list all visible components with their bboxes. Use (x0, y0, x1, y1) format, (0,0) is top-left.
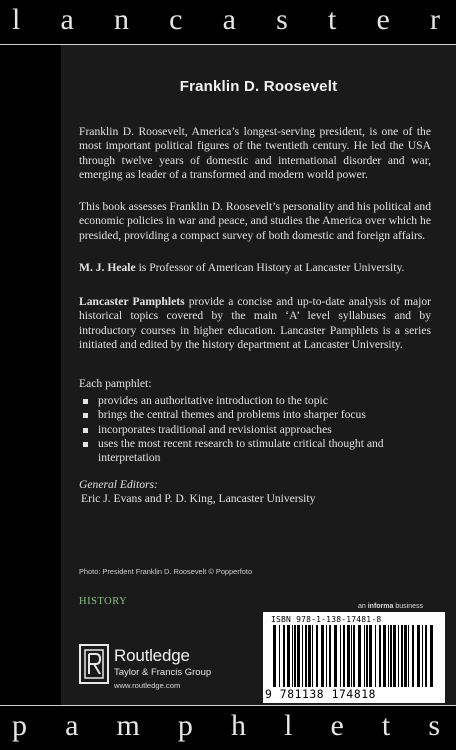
series-description-text: provide a concise and up-to-date analysis of major historical topics covered by the main ‘A’ level syllabuses and by introductory courses in higher education. Lancaster Pamphlets is a series initiated and edited by the history department at Lancaster University. (79, 295, 431, 351)
general-editors-names: Eric J. Evans and P. D. King, Lancaster University (81, 492, 316, 506)
series-description (79, 295, 431, 352)
features-list (79, 394, 431, 465)
series-letter: c (169, 3, 183, 36)
series-letter: t (327, 3, 337, 36)
informa-suffix: business (393, 603, 423, 610)
general-editors-label: General Editors: (79, 478, 158, 491)
series-letter: t (381, 709, 391, 742)
book-title: Franklin D. Roosevelt (179, 78, 338, 95)
author-bio-text: is Professor of American History at Lancaster University. (135, 261, 405, 274)
isbn-barcode (263, 612, 445, 703)
series-letter: m (116, 709, 140, 742)
barcode-bars-icon (269, 625, 439, 687)
series-title-top (0, 0, 456, 45)
series-letter: s (276, 3, 288, 36)
list-item: incorporates traditional and revisionist approaches (79, 423, 431, 437)
routledge-logo-icon (79, 644, 109, 684)
publisher-url[interactable]: www.routledge.com (114, 681, 181, 690)
series-letter: s (428, 709, 440, 742)
informa-brand: informa (367, 603, 394, 610)
informa-prefix: an (358, 603, 368, 610)
series-letter: e (330, 709, 344, 742)
description-paragraph-2: This book assesses Franklin D. Roosevelt’s personality and his political and economic policies in war and peace, and studies the America over which he presided, providing a compact survey of both domestic and foreign affairs. (79, 200, 431, 242)
each-pamphlet-label: Each pamphlet: (79, 377, 152, 390)
series-letter: a (222, 3, 236, 36)
list-item: brings the central themes and problems into sharper focus (79, 408, 431, 422)
series-letter: a (60, 3, 74, 36)
author-bio (79, 261, 431, 275)
series-letter: p (177, 709, 193, 742)
series-title-bottom (0, 705, 456, 750)
description-paragraph-1: Franklin D. Roosevelt, America’s longest-serving president, is one of the most important political figures of the twentieth century. He led the USA through twelve years of domestic and international disorder and war, emerging as leader of a transformed and modern world power. (79, 125, 431, 181)
author-name: M. J. Heale (79, 261, 136, 274)
photo-credit: Photo: President Franklin D. Roosevelt © Popperfoto (79, 567, 253, 576)
list-item: uses the most recent research to stimulate critical thought and interpretation (79, 437, 431, 466)
list-item: provides an authoritative introduction to the topic (79, 394, 431, 408)
publisher-group: Taylor & Francis Group (114, 667, 212, 678)
series-letter: p (12, 709, 27, 742)
informa-tagline (358, 603, 423, 610)
series-letter: r (429, 3, 440, 36)
general-editors (79, 478, 431, 507)
barcode-digits: 9 781138 174818 (265, 688, 377, 701)
publisher-name: Routledge (114, 646, 190, 665)
series-letter: h (230, 709, 246, 742)
publisher-block (79, 638, 249, 700)
series-letter: l (12, 3, 21, 36)
series-letter: a (65, 709, 79, 742)
series-letter: l (284, 709, 293, 742)
isbn-text: ISBN 978-1-138-17481-8 (271, 615, 382, 624)
series-name: Lancaster Pamphlets (79, 295, 185, 308)
subject-category: HISTORY (79, 596, 128, 607)
series-letter: e (376, 3, 390, 36)
series-letter: n (113, 3, 129, 36)
